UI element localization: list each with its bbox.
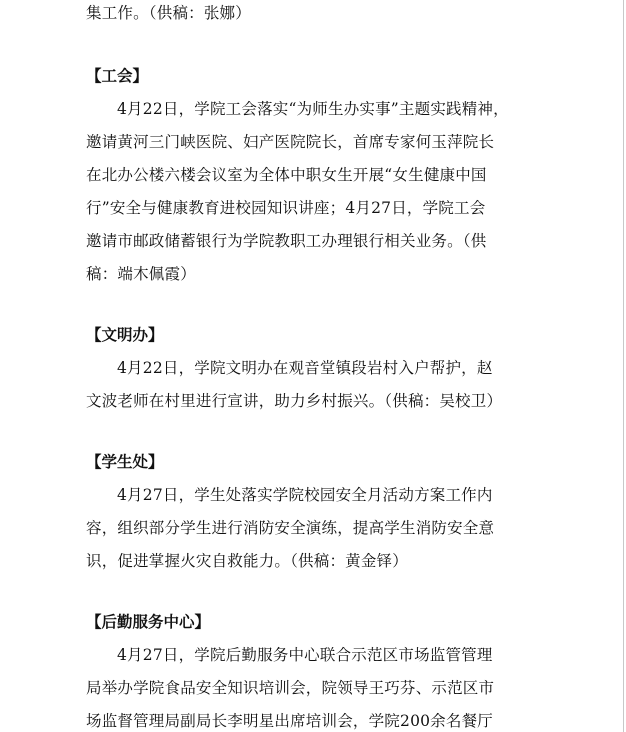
text-line: 局举办学院食品安全知识培训会，院领导王巧芬、示范区市 [86, 679, 495, 697]
section-heading-union: 【工会】 [86, 67, 149, 85]
text-line: 行”安全与健康教育进校园知识讲座；4月27日，学院工会 [86, 199, 486, 217]
text-line: 文波老师在村里进行宣讲，助力乡村振兴。（供稿：吴校卫） [86, 392, 503, 410]
text-line: 识，促进掌握火灾自救能力。（供稿：黄金铎） [86, 552, 408, 570]
text-line: 容，组织部分学生进行消防安全演练，提高学生消防安全意 [86, 519, 495, 537]
text-line: 集工作。（供稿：张娜） [86, 4, 251, 22]
text-line: 邀请黄河三门峡医院、妇产医院院长，首席专家何玉萍院长 [86, 133, 495, 151]
section-heading-student-affairs: 【学生处】 [86, 453, 164, 471]
text-line: 在北办公楼六楼会议室为全体中职女生开展“女生健康中国 [86, 166, 487, 184]
text-line: 4月27日，学院后勤服务中心联合示范区市场监管管理 [117, 646, 493, 664]
text-line: 场监督管理局副局长李明星出席培训会，学院200余名餐厅 [86, 712, 493, 730]
text-line: 邀请市邮政储蓄银行为学院教职工办理银行相关业务。（供 [86, 232, 487, 250]
section-heading-civilization-office: 【文明办】 [86, 326, 164, 344]
text-line: 4月22日，学院工会落实“为师生办实事”主题实践精神， [117, 100, 509, 118]
text-line: 4月27日，学生处落实学院校园安全月活动方案工作内 [117, 486, 493, 504]
page-edge-line [623, 0, 624, 732]
text-line: 4月22日，学院文明办在观音堂镇段岩村入户帮护，赵 [117, 359, 493, 377]
text-line: 稿：端木佩霞） [86, 265, 196, 283]
section-heading-logistics-center: 【后勤服务中心】 [86, 613, 211, 631]
